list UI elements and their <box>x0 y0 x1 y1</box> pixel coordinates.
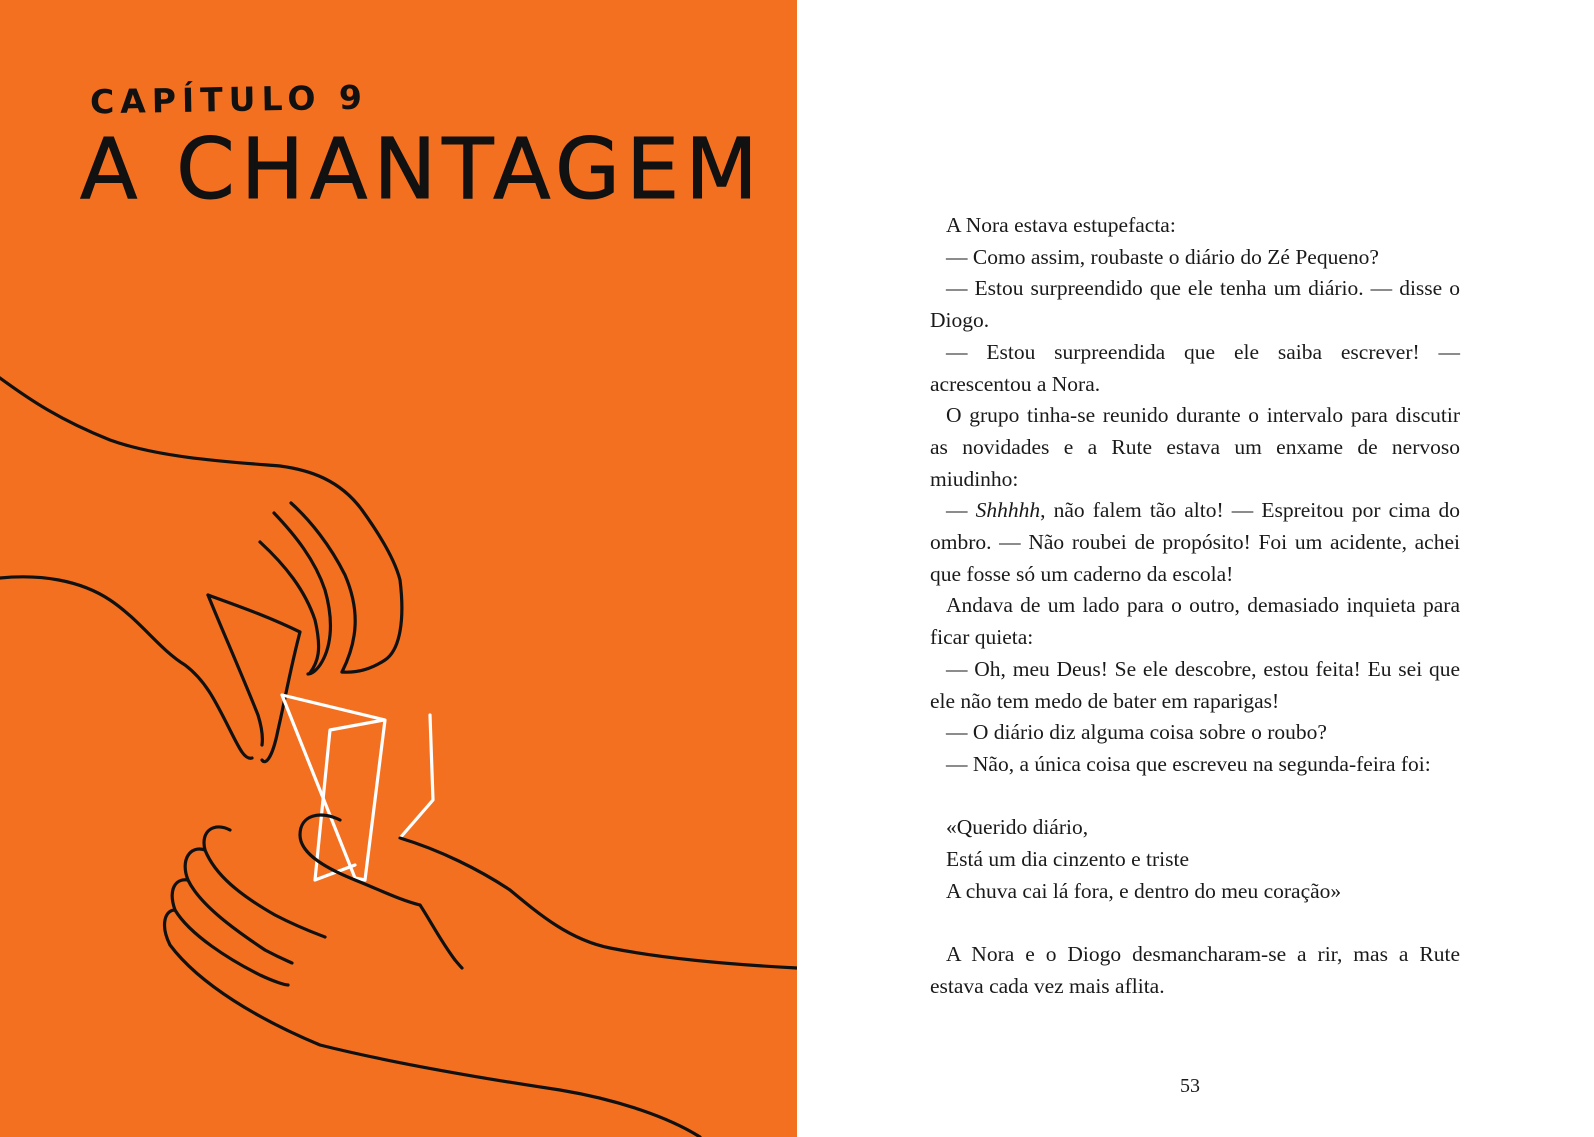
paragraph: — Como assim, roubaste o diário do Zé Pequeno? <box>946 244 1379 269</box>
page-number: 53 <box>1180 1075 1200 1097</box>
lower-hand-drawing <box>165 815 797 1137</box>
paragraph: — Estou surpreendido que ele tenha um diário. — disse o Diogo. <box>930 276 1460 333</box>
closing-paragraph: A Nora e o Diogo desmancharam-se a rir, mas a Rute estava cada vez mais aflita. <box>930 942 1460 998</box>
spacer <box>930 781 1460 813</box>
folded-note-drawing <box>282 695 433 880</box>
diary-verse-line: Está um dia cinzento e triste <box>946 847 1189 872</box>
upper-hand-drawing <box>0 378 402 762</box>
paragraph: — Não, a única coisa que escreveu na segunda-feira foi: <box>946 751 1431 776</box>
paragraph: — O diário diz alguma coisa sobre o roubo? <box>946 720 1327 745</box>
paragraph-rest: , não falem tão alto! — Espreitou por cima do ombro. — Não roubei de propósito! Foi um acidente, achei que fosse só um caderno da escola! <box>930 498 1461 586</box>
italic-shh: Shhhhh <box>975 498 1041 523</box>
chapter-body-text <box>930 210 1460 1003</box>
paragraph: O grupo tinha-se reunido durante o intervalo para discutir as novidades e a Rute estava um enxame de nervoso miudinho: <box>930 403 1460 491</box>
chapter-title: A CHANTAGEM <box>80 120 764 218</box>
dash: — <box>946 498 976 523</box>
spacer <box>930 907 1460 939</box>
chapter-label: CAPÍTULO 9 <box>89 77 369 122</box>
paragraph <box>930 495 1460 590</box>
paragraph: A Nora estava estupefacta: <box>946 213 1176 237</box>
diary-verse-line: «Querido diário, <box>946 815 1089 840</box>
paragraph: — Oh, meu Deus! Se ele descobre, estou feita! Eu sei que ele não tem medo de bater em raparigas! <box>930 656 1460 713</box>
diary-verse-line: A chuva cai lá fora, e dentro do meu coração» <box>946 878 1342 903</box>
paragraph: Andava de um lado para o outro, demasiado inquieta para ficar quieta: <box>930 593 1460 650</box>
paragraph: — Estou surpreendida que ele saiba escrever! — acrescentou a Nora. <box>930 339 1460 396</box>
